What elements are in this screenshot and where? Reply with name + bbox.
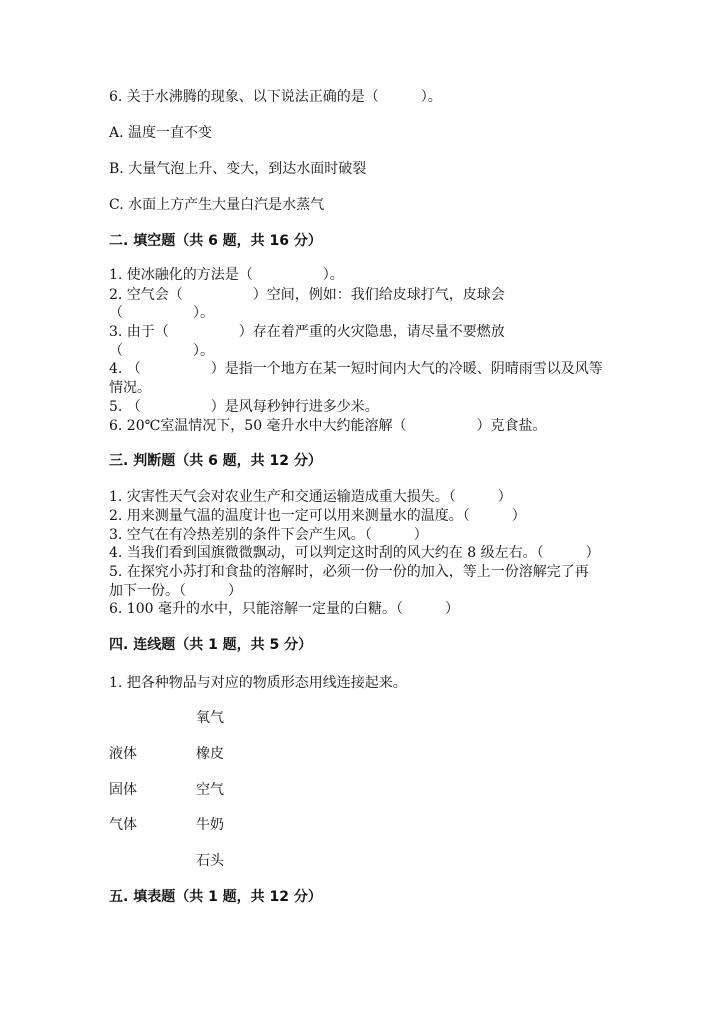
question-6-stem: 6. 关于水沸腾的现象、以下说法正确的是（ ）。: [109, 89, 442, 105]
true-false-line: 加下一份。（ ）: [109, 583, 242, 599]
matching-item: 石头: [196, 853, 224, 869]
fill-blank-line: 1. 使冰融化的方法是（ ）。: [109, 267, 344, 283]
true-false-line: 3. 空气在有冷热差别的条件下会产生风。（ ）: [109, 527, 428, 543]
matching-state: 固体: [109, 782, 137, 798]
matching-item: 氧气: [196, 710, 224, 726]
fill-blank-line: （ ）。: [109, 343, 214, 359]
matching-heading: 四. 连线题（共 1 题，共 5 分）: [109, 637, 313, 653]
fill-blank-line: 情况。: [109, 380, 151, 396]
true-false-line: 4. 当我们看到国旗微微飘动，可以判定这时刮的风大约在 8 级左右。（ ）: [109, 545, 600, 561]
fill-blank-line: 2. 空气会（ ）空间，例如：我们给皮球打气，皮球会: [109, 287, 505, 303]
matching-question: 1. 把各种物品与对应的物质形态用线连接起来。: [109, 675, 407, 691]
matching-item: 空气: [196, 782, 224, 798]
matching-item: 橡皮: [196, 746, 224, 762]
question-6-option-a: A. 温度一直不变: [109, 125, 213, 141]
matching-item: 牛奶: [196, 817, 224, 833]
fill-blank-heading: 二. 填空题（共 6 题，共 16 分）: [109, 233, 322, 249]
question-6-option-c: C. 水面上方产生大量白汽是水蒸气: [109, 197, 325, 213]
fill-blank-line: 6. 20℃室温情况下，50 毫升水中大约能溶解（ ）克食盐。: [109, 418, 547, 434]
fill-blank-line: 3. 由于（ ）存在着严重的火灾隐患，请尽量不要燃放: [109, 324, 505, 340]
table-section-heading: 五. 填表题（共 1 题，共 12 分）: [109, 889, 322, 905]
true-false-line: 2. 用来测量气温的温度计也一定可以用来测量水的温度。（ ）: [109, 508, 526, 524]
question-6-option-b: B. 大量气泡上升、变大，到达水面时破裂: [109, 161, 367, 177]
fill-blank-line: （ ）。: [109, 305, 214, 321]
true-false-heading: 三. 判断题（共 6 题，共 12 分）: [109, 453, 322, 469]
fill-blank-line: 4. （ ）是指一个地方在某一短时间内大气的冷暖、阴晴雨雪以及风等: [109, 361, 603, 377]
true-false-line: 1. 灾害性天气会对农业生产和交通运输造成重大损失。（ ）: [109, 489, 512, 505]
matching-state: 液体: [109, 746, 137, 762]
fill-blank-line: 5. （ ）是风每秒钟行进多少米。: [109, 399, 379, 415]
matching-state: 气体: [109, 817, 137, 833]
true-false-line: 5. 在探究小苏打和食盐的溶解时，必须一份一份的加入，等上一份溶解完了再: [109, 564, 589, 580]
true-false-line: 6. 100 毫升的水中，只能溶解一定量的白糖。（ ）: [109, 601, 459, 617]
